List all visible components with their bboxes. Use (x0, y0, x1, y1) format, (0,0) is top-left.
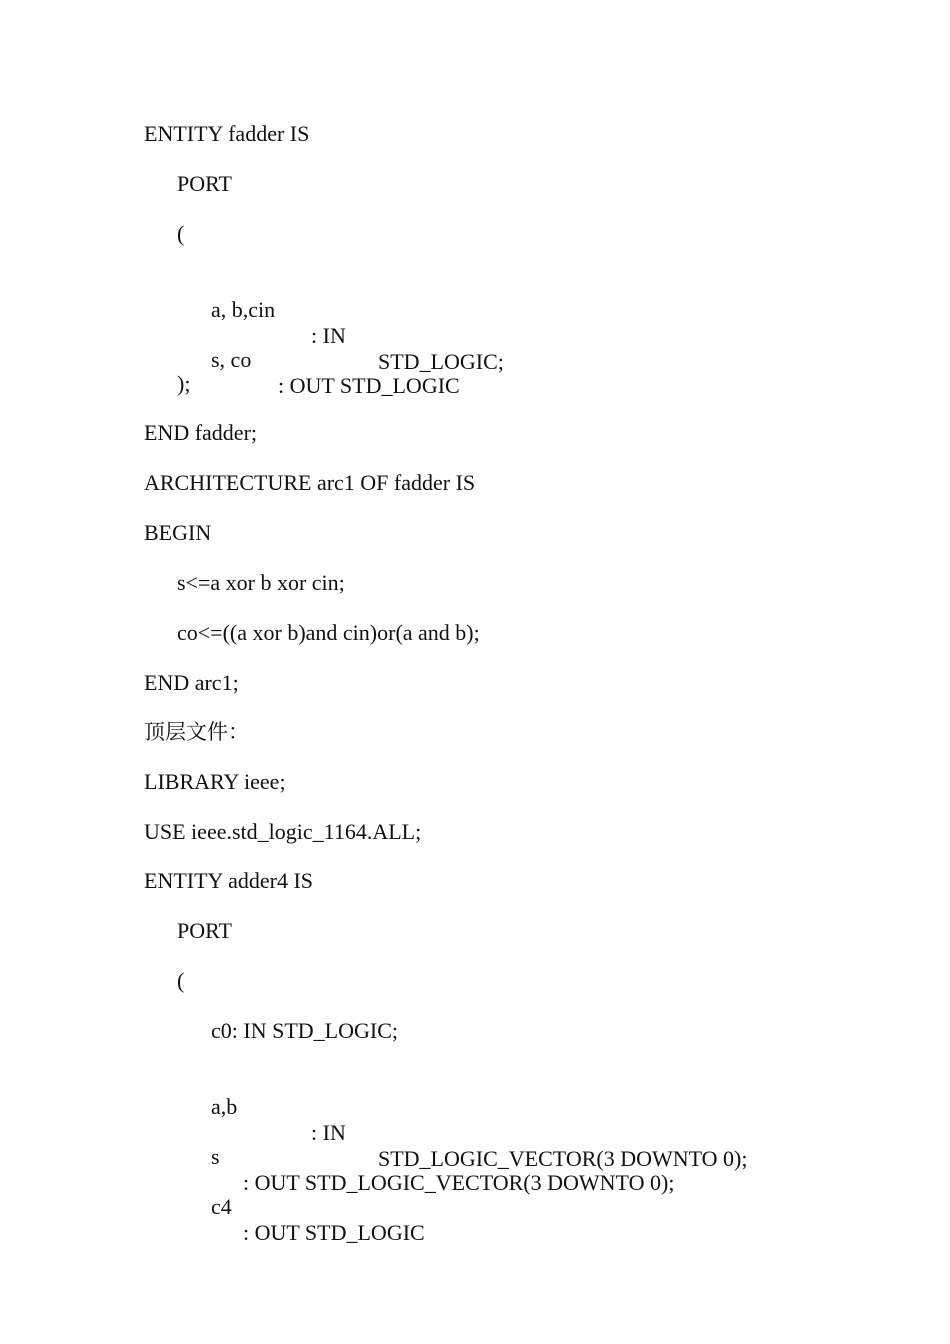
port-direction-type: : OUT STD_LOGIC (278, 373, 460, 398)
code-line: PORT (177, 918, 232, 943)
port-direction-type: : OUT STD_LOGIC_VECTOR(3 DOWNTO 0); (243, 1170, 675, 1195)
code-line: END arc1; (144, 670, 239, 695)
port-names: c4 (211, 1194, 232, 1219)
port-direction: : IN (311, 323, 346, 348)
port-names: a, b,cin (211, 297, 276, 322)
port-names: s, co (211, 347, 252, 372)
code-line: c0: IN STD_LOGIC; (211, 1018, 398, 1043)
code-line: ( (177, 221, 185, 246)
code-line (211, 1168, 631, 1272)
code-line: ( (177, 968, 185, 993)
code-line: ENTITY fadder IS (144, 121, 310, 146)
code-line: s<=a xor b xor cin; (177, 570, 345, 595)
code-line: BEGIN (144, 520, 212, 545)
code-line: co<=((a xor b)and cin)or(a and b); (177, 620, 480, 645)
code-line: END fadder; (144, 420, 258, 445)
code-line: PORT (177, 171, 232, 196)
port-names: s (211, 1144, 220, 1169)
code-line: ENTITY adder4 IS (144, 868, 314, 893)
code-line: USE ieee.std_logic_1164.ALL; (144, 819, 422, 844)
port-direction-type: : OUT STD_LOGIC (243, 1220, 425, 1245)
code-line: ); (177, 371, 191, 396)
section-heading: 顶层文件： (144, 720, 249, 744)
port-type: STD_LOGIC; (378, 349, 504, 374)
code-line: LIBRARY ieee; (144, 769, 286, 794)
port-direction: : IN (311, 1120, 346, 1145)
code-line (211, 321, 631, 425)
code-line: ARCHITECTURE arc1 OF fadder IS (144, 470, 476, 495)
port-names: a,b (211, 1094, 238, 1119)
port-type: STD_LOGIC_VECTOR(3 DOWNTO 0); (378, 1146, 748, 1171)
